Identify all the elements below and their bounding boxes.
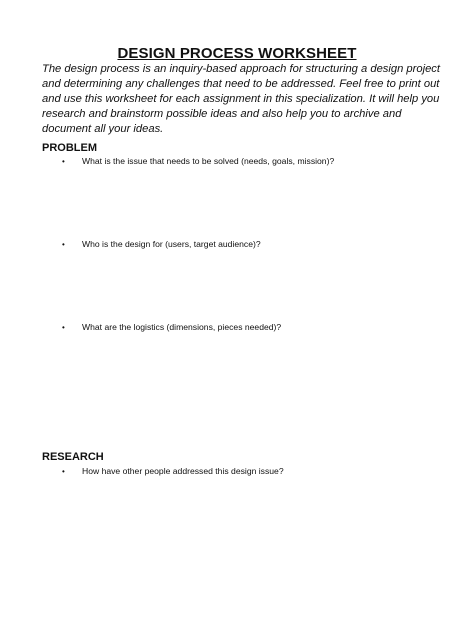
bullet-icon: • — [62, 323, 65, 332]
list-item — [62, 466, 284, 477]
intro-paragraph: The design process is an inquiry-based approach for structuring a design project and determining any challenges that need to be addressed. Feel free to print out and use this worksheet for each assignment in this specialization. It will help you research and brainstorm possible ideas and also help you to archive and document all your ideas. — [42, 63, 440, 135]
bullet-icon: • — [62, 240, 65, 249]
question-text: What are the logistics (dimensions, pieces needed)? — [82, 322, 282, 332]
section-heading-problem: PROBLEM — [42, 142, 97, 154]
list-item — [62, 156, 334, 167]
section-heading-research: RESEARCH — [42, 451, 104, 463]
question-text: How have other people addressed this design issue? — [82, 466, 284, 476]
list-item — [62, 322, 281, 333]
question-text: Who is the design for (users, target audience)? — [82, 239, 261, 249]
list-item — [62, 239, 261, 250]
question-text: What is the issue that needs to be solved (needs, goals, mission)? — [82, 156, 335, 166]
page-title: DESIGN PROCESS WORKSHEET — [117, 45, 357, 62]
bullet-icon: • — [62, 157, 65, 166]
bullet-icon: • — [62, 467, 65, 476]
